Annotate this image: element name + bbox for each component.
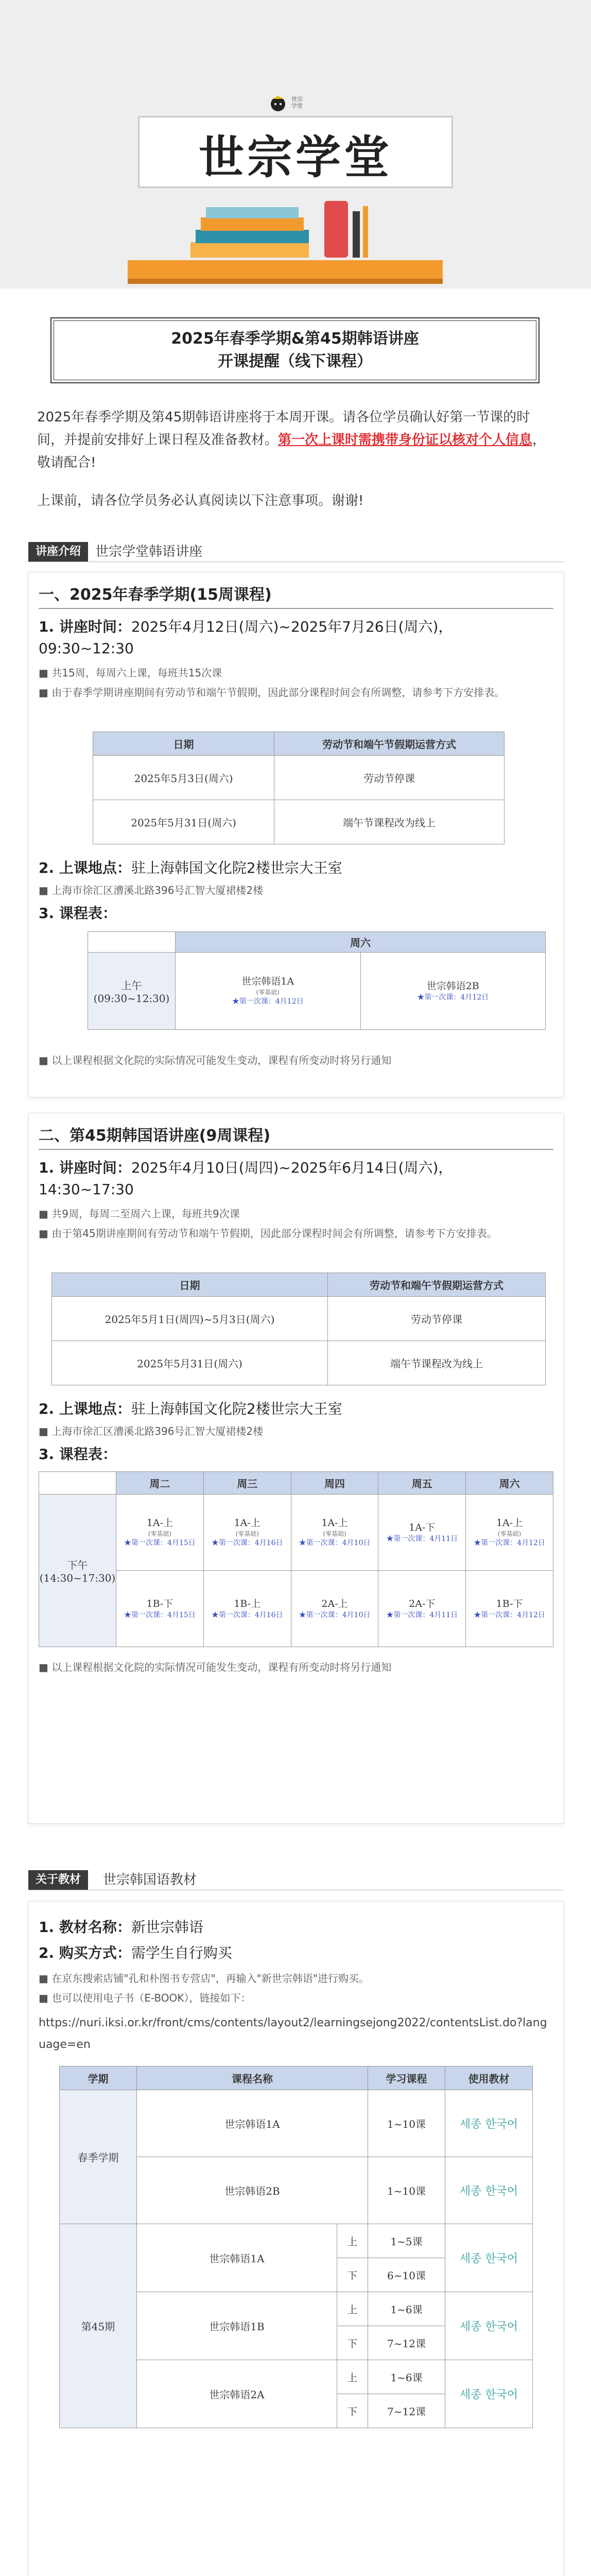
sejong-logo-icon	[268, 94, 288, 112]
s45-time-2: 14:30~17:30	[39, 1181, 134, 1198]
s45-note-1: ■ 共9周，每周二至周六上课，每班共9次课	[39, 1208, 240, 1220]
textbook-cover-icon: 세종 한국어	[445, 2224, 533, 2292]
spring-time: 1. 讲座时间：2025年4月12日(周六)~2025年7月26日(周六)，	[39, 618, 453, 635]
desk-front	[128, 279, 443, 284]
hero-banner	[0, 0, 591, 289]
spring-time-2: 09:30~12:30	[39, 640, 134, 657]
logo-text: 世宗 学堂	[291, 96, 303, 109]
s45-heading-line	[39, 1149, 553, 1150]
s45-schedule-table: 周二 周三 周四 周五 周六 下午 (14:30~17:30) 1A-上 (零基础) ★第一次课：4月15日 1A-上 (零基础) ★第一次课：4月16日 1A-上 (零基础) ★第一次课：4月10日 1A-下 ★第一次课：4月11日 1A-上 (零基础) ★第一次课：4月12日 1B-下 ★第一次课：4月15日 1B-上 ★第一次课：4月16日 2A-上 ★第一次课：4月10日 2A-下 ★第一次课：4月11日 1B-下 ★第一次课：4月12日	[39, 1471, 553, 1647]
section-title-textbook: 世宗韩国语教材	[103, 1872, 197, 1888]
section-title-intro: 世宗学堂韩语讲座	[95, 544, 203, 560]
notice-line-1: 2025年春季学期&第45期韩语讲座	[171, 330, 419, 348]
spring-note-1: ■ 共15周，每周六上课，每班共15次课	[39, 667, 222, 679]
desk	[128, 260, 443, 279]
notice-line-2: 开课提醒（线下课程）	[218, 352, 372, 370]
section-tag-textbook: 关于教材	[28, 1870, 88, 1890]
intro-paragraph-1: 2025年春季学期及第45期韩语讲座将于本周开课。请各位学员确认好第一节课的时间，并提前安排好上课日程及准备教材。第一次上课时需携带身份证以核对个人信息，敬请配合!	[37, 410, 546, 470]
textbook-purchase: 2. 购买方式：需学生自行购买	[39, 1944, 232, 1961]
intro-paragraph-2: 上课前，请各位学员务必认真阅读以下注意事项。谢谢!	[37, 493, 364, 509]
ebook-link[interactable]: https://nuri.iksi.or.kr/front/cms/contents/layout2/learningsejong2022/contentsList.do?language=en	[39, 2016, 547, 2051]
s45-holiday-table: 日期 劳动节和端午节假期运营方式 2025年5月1日(周四)~5月3日(周六) 劳动节停课 2025年5月31日(周六) 端午节课程改为线上	[51, 1273, 546, 1385]
books-illustration-icon	[170, 196, 407, 263]
textbook-name: 1. 教材名称：新世宗韩语	[39, 1919, 203, 1936]
spring-footnote: ■ 以上课程根据文化院的实际情况可能发生变动，课程有所变动时将另行通知	[39, 1054, 392, 1066]
spring-schedule-label: 3. 课程表：	[39, 905, 117, 922]
textbook-cover-icon: 세종 한국어	[445, 2292, 533, 2360]
s45-schedule-label: 3. 课程表：	[39, 1446, 117, 1463]
spring-note-2: ■ 由于春季学期讲座期间有劳动节和端午节假期，因此部分课程时间会有所调整，请参考下方安排表。	[39, 686, 505, 699]
spring-schedule-table: 周六 上午 (09:30~12:30) 世宗韩语1A (零基础) ★第一次课：4月12日 世宗韩语2B ★第一次课：4月12日	[88, 931, 546, 1030]
notice-box	[50, 317, 540, 383]
s45-place: 2. 上课地点：驻上海韩国文化院2楼世宗大王室	[39, 1400, 342, 1417]
s45-place-note: ■ 上海市徐汇区漕溪北路396号汇智大厦裙楼2楼	[39, 1425, 264, 1437]
textbook-note-2: ■ 也可以使用电子书（E-BOOK），链接如下：	[39, 1992, 251, 2004]
textbook-table: 学期 课程名称 学习课程 使用教材 春季学期 世宗韩语1A 1~10课 세종 한국어 世宗韩语2B 1~10课 세종 한국어 第45期 世宗韩语1A 上 1~5课 세종 한국어 下 6~10课 世宗韩语1B 上 1~6课 세종 한국어 下 7~12课 世宗韩语2A 上 1~6课 세종 한국어 下 7~12课	[59, 2066, 533, 2428]
s45-note-2: ■ 由于第45期讲座期间有劳动节和端午节假期，因此部分课程时间会有所调整，请参考下方安排表。	[39, 1227, 497, 1240]
section-tag-intro: 讲座介绍	[28, 542, 88, 562]
spring-place-note: ■ 上海市徐汇区漕溪北路396号汇智大厦裙楼2楼	[39, 884, 264, 896]
textbook-cover-icon: 세종 한국어	[445, 2090, 533, 2157]
spring-heading-line	[39, 608, 553, 609]
spring-heading: 一、2025年春季学期(15周课程)	[39, 586, 272, 604]
spring-holiday-table: 日期 劳动节和端午节假期运营方式 2025年5月3日(周六) 劳动节停课 2025年5月31日(周六) 端午节课程改为线上	[93, 732, 505, 844]
s45-footnote: ■ 以上课程根据文化院的实际情况可能发生变动，课程有所变动时将另行通知	[39, 1661, 392, 1673]
textbook-note-1: ■ 在京东搜索店铺"孔和朴图书专营店"，再输入"新世宗韩语"进行购买。	[39, 1972, 370, 1985]
textbook-cover-icon: 세종 한국어	[445, 2157, 533, 2224]
hero-title: 世宗学堂	[198, 131, 392, 184]
s45-heading: 二、第45期韩国语讲座(9周课程)	[39, 1127, 271, 1145]
textbook-cover-icon: 세종 한국어	[445, 2360, 533, 2428]
s45-time: 1. 讲座时间：2025年4月10日(周四)~2025年6月14日(周六)，	[39, 1159, 453, 1176]
spring-place: 2. 上课地点：驻上海韩国文化院2楼世宗大王室	[39, 859, 342, 876]
